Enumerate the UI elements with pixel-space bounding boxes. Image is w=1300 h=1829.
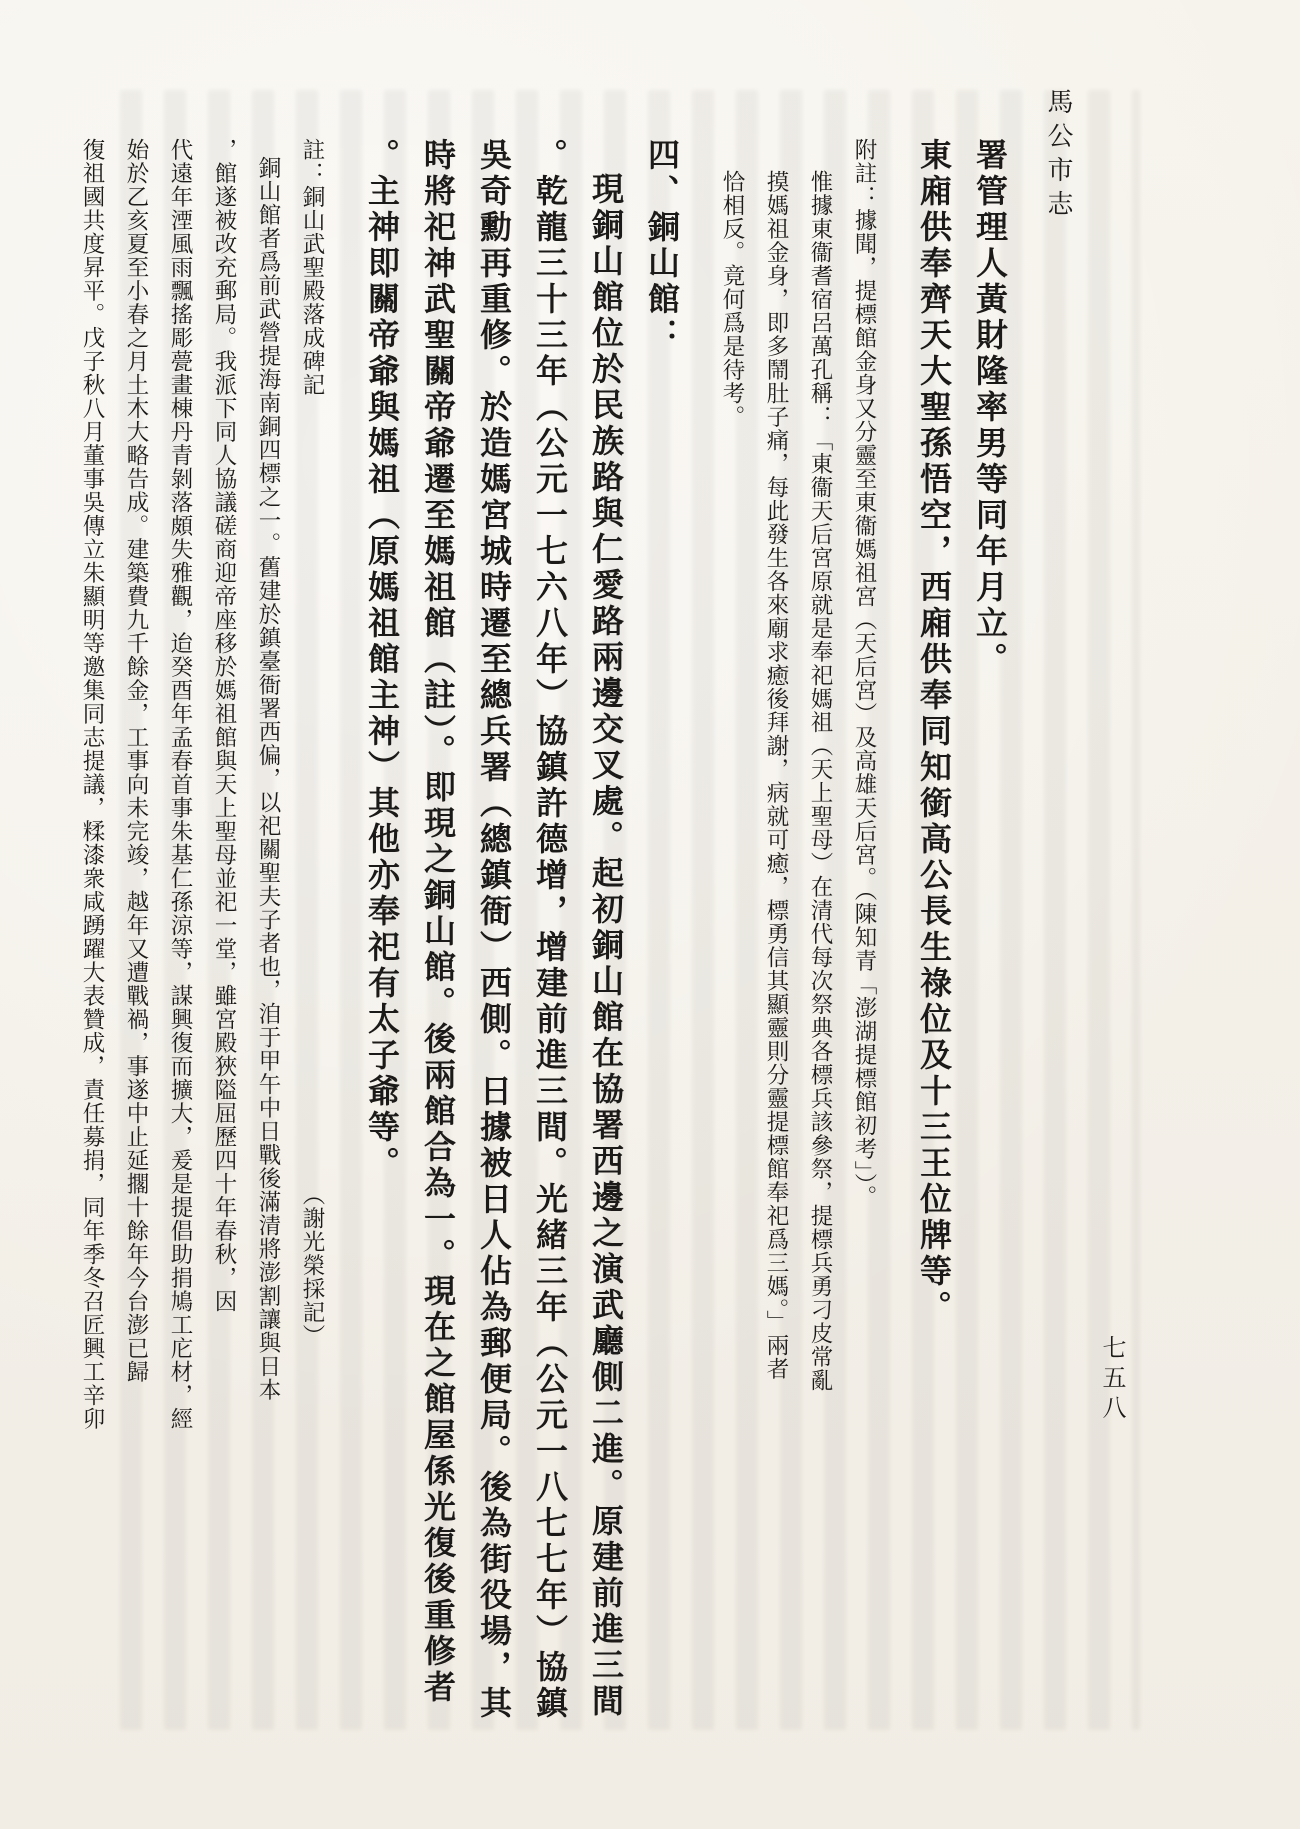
attribution: （謝光榮採記）: [299, 1183, 325, 1348]
page-number: 七五八: [1098, 1335, 1126, 1425]
annotation-column: 摸媽祖金身，即多鬧肚子痛，每此發生各來廟求癒後拜謝，病就可癒，標勇信其顯靈則分靈提標館奉祀爲三媽。」兩者: [763, 170, 789, 1381]
annotation-column: 恰相反。竟何爲是待考。: [719, 170, 745, 429]
annotation-column: 附註：據聞，提標館金身又分靈至東衞媽祖宮（天后宮）及高雄天后宮。（陳知青「澎湖提標館初考」）。: [851, 138, 877, 1209]
text-column: 署管理人黃財隆率男等同年月立。: [971, 138, 1009, 678]
stele-text-column: 始於乙亥夏至小春之月土木大略告成。建築費九千餘金，工事向未完竣，越年又遭戰禍，事遂中止延擱十餘年今台澎已歸: [123, 138, 149, 1384]
text-column: 現銅山館位於民族路與仁愛路兩邊交叉處。起初銅山館在協署西邊之演武廳側二進。原建前進三間: [587, 172, 625, 1720]
note-heading-column: [293, 138, 331, 1698]
text-column: 吳奇勳再重修。於造媽宮城時遷至總兵署（總鎮衙）西側。日據被日人佔為郵便局。後為街役場，其: [475, 138, 513, 1722]
stele-text-column: 代遠年湮風雨飄搖彫甍畫棟丹青剝落頗失雅觀，迨癸酉年孟春首事朱基仁孫涼等，謀興復而擴大，爰是提倡助捐鳩工庀材，經: [167, 138, 193, 1431]
vertical-text-body: [67, 138, 1013, 1722]
text-column: 時將祀神武聖關帝爺遷至媽祖館（註）。即現之銅山館。後兩館合為一。現在之館屋係光復後重修者: [419, 138, 457, 1706]
section-heading: 四、銅山館：: [643, 138, 681, 354]
stele-text-column: 銅山館者爲前武營提海南銅四標之一。舊建於鎮臺衙署西偏，以祀關聖夫子者也，洎于甲午中日戰後滿清將澎割讓與日本: [255, 156, 281, 1402]
annotation-column: 惟據東衞耆宿呂萬孔稱：「東衞天后宮原就是奉祀媽祖（天上聖母）在清代每次祭典各標兵該參祭，提標兵勇刁皮常亂: [807, 170, 833, 1392]
stele-text-column: ，館遂被改充郵局。我派下同人協議磋商迎帝座移於媽祖館與天上聖母並祀一堂，雖宮殿狹隘屈歷四十年春秋，因: [211, 138, 237, 1313]
stele-text-column: 復祖國共度昇平。戊子秋八月董事吳傳立朱顯明等邀集同志提議，糅漆衆咸踴躍大表贊成，責任募捐，同年季冬召匠興工辛卯: [79, 138, 105, 1431]
note-heading: 註：銅山武聖殿落成碑記: [299, 138, 325, 397]
text-column: 。主神即關帝爺與媽祖（原媽祖館主神）其他亦奉祀有太子爺等。: [363, 138, 401, 1182]
running-header-title: 馬公市志: [1043, 88, 1073, 224]
text-column: 。乾龍三十三年（公元一七六八年）協鎮許德增，增建前進三間。光緒三年（公元一八七七年）協鎮: [531, 138, 569, 1722]
text-column: 東廂供奉齊天大聖孫悟空，西廂供奉同知銜高公長生祿位及十三王位牌等。: [915, 138, 953, 1326]
